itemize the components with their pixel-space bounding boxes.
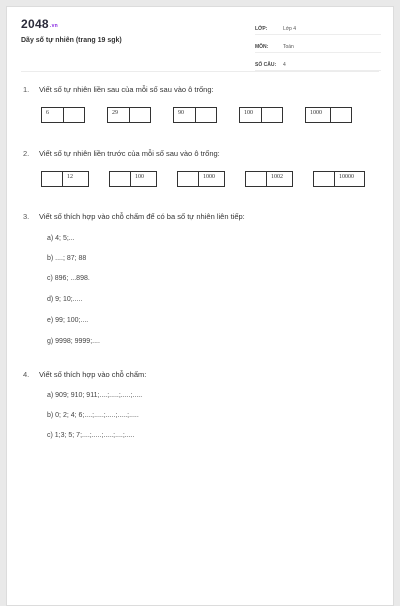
answer-box[interactable] (63, 108, 84, 122)
question-text: Viết số tự nhiên liền trước của mỗi số sau vào ô trống: (39, 149, 220, 158)
meta-value: 4 (283, 62, 286, 68)
answer-box[interactable] (314, 172, 334, 186)
meta-label: MÔN: (255, 44, 269, 50)
answer-box[interactable] (195, 108, 216, 122)
meta-label: SỐ CÂU: (255, 62, 277, 68)
answer-pair (305, 107, 352, 123)
question-item: g) 9998; 9999;.... (47, 338, 100, 345)
answer-pair (107, 107, 151, 123)
answer-pair (41, 107, 85, 123)
meta-row-subject (255, 37, 381, 53)
given-number: 100 (130, 172, 156, 186)
question-4 (23, 370, 146, 379)
question-text: Viết số thích hợp vào chỗ chấm để có ba số tự nhiên liên tiếp: (39, 212, 245, 221)
question-item: d) 9; 10;..... (47, 296, 83, 303)
question-number: 1. (23, 85, 30, 94)
question-item: a) 4; 5;... (47, 235, 75, 242)
meta-row-count (255, 55, 381, 71)
answer-box[interactable] (246, 172, 266, 186)
answer-pair (239, 107, 283, 123)
question-2 (23, 149, 220, 158)
given-number: 90 (178, 110, 184, 116)
question-item: c) 1;3; 5; 7;....;.....;.....;....;..... (47, 432, 135, 439)
question-number: 4. (23, 370, 30, 379)
question-item: b) ....; 87; 88 (47, 255, 87, 262)
answer-box[interactable] (330, 108, 351, 122)
question-text: Viết số tự nhiên liền sau của mỗi số sau vào ô trống: (39, 85, 214, 94)
answer-pair (41, 171, 89, 187)
answer-pair (173, 107, 217, 123)
given-number: 1000 (310, 110, 322, 116)
question-item: a) 909; 910; 911;....;.....;.....;..... (47, 392, 143, 399)
question-number: 3. (23, 212, 30, 221)
given-number: 10000 (334, 172, 364, 186)
answer-box[interactable] (110, 172, 130, 186)
question-item: e) 99; 100;.... (47, 317, 89, 324)
meta-row-grade (255, 19, 381, 35)
answer-box[interactable] (42, 172, 62, 186)
given-number: 6 (46, 110, 49, 116)
site-logo[interactable] (21, 17, 58, 31)
worksheet-meta (255, 19, 381, 73)
answer-box[interactable] (261, 108, 282, 122)
logo-main: 2048 (21, 17, 49, 31)
answer-pair (313, 171, 365, 187)
divider (21, 71, 379, 72)
question-text: Viết số thích hợp vào chỗ chấm: (39, 370, 147, 379)
worksheet (6, 6, 394, 606)
question-3 (23, 212, 245, 221)
logo-suffix: .vn (49, 23, 59, 29)
question-number: 2. (23, 149, 30, 158)
given-number: 29 (112, 110, 118, 116)
answer-boxes-q2 (41, 171, 365, 187)
given-number: 1000 (198, 172, 224, 186)
answer-pair (245, 171, 293, 187)
given-number: 1002 (266, 172, 292, 186)
meta-label: LỚP: (255, 26, 268, 32)
answer-box[interactable] (178, 172, 198, 186)
given-number: 12 (62, 172, 88, 186)
question-item: b) 0; 2; 4; 6;....;.....;.....;.....;..... (47, 412, 139, 419)
meta-value: Toán (283, 44, 294, 50)
question-item: c) 896; ...898. (47, 275, 90, 282)
answer-pair (177, 171, 225, 187)
page-title: Dãy số tự nhiên (trang 19 sgk) (21, 37, 122, 44)
answer-pair (109, 171, 157, 187)
given-number: 100 (244, 110, 253, 116)
answer-boxes-q1 (41, 107, 352, 123)
question-1 (23, 85, 214, 94)
meta-value: Lớp 4 (283, 26, 297, 32)
answer-box[interactable] (129, 108, 150, 122)
